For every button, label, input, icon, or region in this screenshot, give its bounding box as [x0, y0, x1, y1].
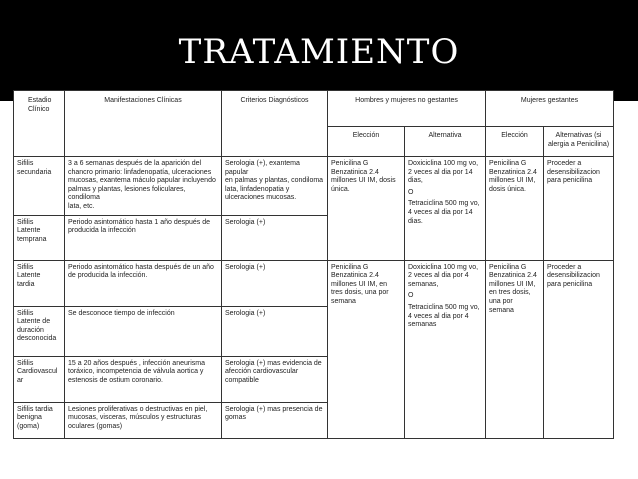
cell-criterios: Serologia (+) mas presencia de gomas [222, 402, 328, 438]
subheader-alternativas-alergia: Alternativas (si alergia a Penicilina) [544, 127, 614, 157]
alternativa-doxiciclina: Doxiciclina 100 mg vo, 2 veces al dia por 4 semanas, [408, 263, 479, 288]
cell-estadio: Sifilis secundaria [14, 157, 65, 216]
cell-alternativas-gestantes-group1: Proceder a desensibilizacion para penicilina [544, 157, 614, 261]
subheader-eleccion: Elección [328, 127, 405, 157]
table-row [14, 260, 614, 306]
slide-title: TRATAMIENTO [178, 32, 460, 72]
cell-manifestaciones: Periodo asintomático hasta 1 año después de producida la infección [65, 215, 222, 260]
cell-manifestaciones: 15 a 20 años después , infección aneurisma toráxico, incompetencia de válvula aortica y estenosis de ostium coronario. [65, 356, 222, 402]
cell-estadio: Sifilis Latente tardia [14, 260, 65, 306]
cell-eleccion-group2: Penicilina G Benzatinica 2.4 millones UI IM, en tres dosis, una por semana [328, 260, 405, 438]
subheader-alternativa: Alternativa [405, 127, 486, 157]
table-row [14, 157, 614, 216]
cell-eleccion-group1: Penicilina G Benzatinica 2.4 millones UI IM, dosis única. [328, 157, 405, 261]
cell-criterios: Serologia (+) [222, 260, 328, 306]
cell-criterios: Serologia (+) [222, 215, 328, 260]
alternativa-doxiciclina: Doxiciclina 100 mg vo, 2 veces al dia por 14 dias, [408, 160, 479, 185]
header-hombres-mujeres-no-gestantes: Hombres y mujeres no gestantes [328, 91, 486, 127]
cell-eleccion-gestantes-group1: Penicilina G Benzatinica 2.4 millones UI IM, dosis única. [486, 157, 544, 261]
cell-alternativa-group2 [405, 260, 486, 438]
subheader-eleccion-gestantes: Elección [486, 127, 544, 157]
treatment-table [13, 90, 614, 439]
alternativa-o: O [408, 188, 414, 196]
cell-estadio: Sifilis Latente de duración desconocida [14, 306, 65, 356]
cell-eleccion-gestantes-group2: Penicilina G Benzatinica 2.4 millones UI IM, en tres dosis, una por semana [486, 260, 544, 438]
header-estadio: Estadio Clínico [14, 91, 65, 157]
header-mujeres-gestantes: Mujeres gestantes [486, 91, 614, 127]
cell-alternativas-gestantes-group2: Proceder a desensibilizacion para penicilina [544, 260, 614, 438]
cell-criterios: Serologia (+), exantema papular en palmas y plantas, condiloma lata, linfadenopatia y ulceraciones mucosas. [222, 157, 328, 216]
treatment-table-container [13, 90, 613, 439]
cell-estadio: Sifilis Cardiovascul ar [14, 356, 65, 402]
cell-manifestaciones: Periodo asintomático hasta después de un año de producida la infección. [65, 260, 222, 306]
cell-estadio: Sifilis tardia benigna (goma) [14, 402, 65, 438]
cell-estadio: Sifilis Latente temprana [14, 215, 65, 260]
cell-manifestaciones: Lesiones proliferativas o destructivas en piel, mucosas, visceras, músculos y estructuras oculares (gomas) [65, 402, 222, 438]
alternativa-tetraciclina: Tetraciclina 500 mg vo, 4 veces al dia por 4 semanas [408, 303, 480, 329]
header-criterios: Criterios Diagnósticos [222, 91, 328, 157]
header-manifestaciones: Manifestaciones Clínicas [65, 91, 222, 157]
alternativa-tetraciclina: Tetraciclina 500 mg vo, 4 veces al dia por 14 dias. [408, 200, 480, 225]
cell-criterios: Serologia (+) mas evidencia de afección cardiovascular compatible [222, 356, 328, 402]
cell-manifestaciones: Se desconoce tiempo de infección [65, 306, 222, 356]
cell-alternativa-group1 [405, 157, 486, 261]
cell-criterios: Serologia (+) [222, 306, 328, 356]
cell-manifestaciones: 3 a 6 semanas después de la aparición del chancro primario: linfadenopatía, ulceraciones mucosas, exantema máculo papular incluyendo palmas y plantas, lesiones foliculares, condiloma lata, etc. [65, 157, 222, 216]
alternativa-o: O [408, 292, 414, 300]
